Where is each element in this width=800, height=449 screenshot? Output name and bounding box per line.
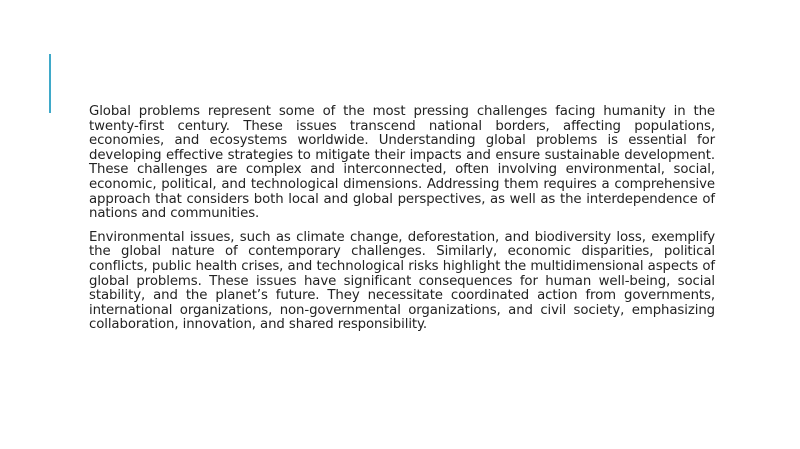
accent-bar <box>49 54 51 113</box>
paragraph-2: Environmental issues, such as climate change, deforestation, and biodiversity loss, exemplify the global nature of contemporary challenges. Similarly, economic disparities, political conflicts, public health crises, and technological risks highlight the multidimensional aspects of global problems. These issues have significant consequences for human well-being, social stability, and the planet’s future. They necessitate coordinated action from governments, international organizations, non-governmental organizations, and civil society, emphasizing collaboration, innovation, and shared responsibility. <box>89 229 715 333</box>
paragraph-1: Global problems represent some of the most pressing challenges facing humanity in the twenty-first century. These issues transcend national borders, affecting populations, economies, and ecosystems worldwide. Understanding global problems is essential for developing effective strategies to mitigate their impacts and ensure sustainable development. These challenges are complex and interconnected, often involving environmental, social, economic, political, and technological dimensions. Addressing them requires a comprehensive approach that considers both local and global perspectives, as well as the interdependence of nations and communities. <box>89 104 715 222</box>
slide-body <box>89 105 715 342</box>
